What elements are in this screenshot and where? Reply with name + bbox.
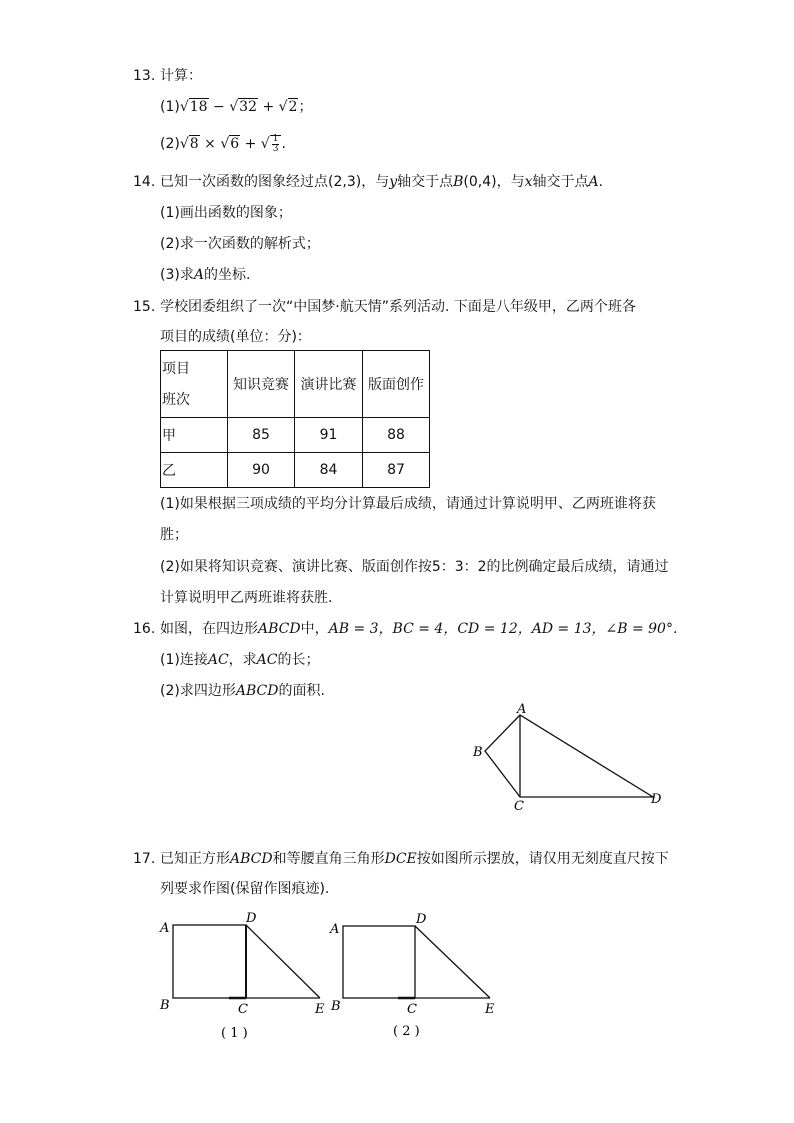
vertex-label-b: B bbox=[160, 998, 170, 1013]
score-table bbox=[160, 350, 430, 488]
vertex-label-d: D bbox=[246, 911, 257, 926]
table-row-label: 乙 bbox=[161, 453, 228, 488]
q14-sub3-part: (3)求 bbox=[160, 267, 194, 283]
q13-part2-label: (2) bbox=[160, 136, 180, 152]
table-cell: 84 bbox=[295, 453, 363, 488]
q17-stem-line2: 列要求作图(保留作图痕迹). bbox=[160, 881, 330, 897]
vertex-label-e: E bbox=[485, 1002, 495, 1017]
vertex-label-d: D bbox=[416, 912, 427, 927]
q13-stem: 计算： bbox=[160, 68, 202, 84]
q17-stem-part: 和等腰直角三角形 bbox=[272, 851, 385, 867]
q13-radicand-c: 2 bbox=[288, 99, 298, 115]
table-cell: 90 bbox=[228, 453, 295, 488]
q14-stem-part: 轴交于点 bbox=[397, 174, 454, 190]
quadrilateral-abcd bbox=[485, 715, 653, 797]
vertex-label-c: C bbox=[514, 799, 524, 814]
q15-sub2-line2: 计算说明甲乙两班谁将获胜. bbox=[160, 590, 333, 606]
vertex-label-a: A bbox=[517, 702, 527, 717]
q14-sub1: (1)画出函数的图象； bbox=[160, 205, 292, 221]
q15-sub1-line1: (1)如果根据三项成绩的平均分计算最后成绩，请通过计算说明甲、乙两班谁将获 bbox=[160, 496, 656, 512]
q14-sub3-point-a: A bbox=[193, 267, 204, 283]
table-row-label: 甲 bbox=[161, 418, 228, 453]
table-corner-bottom: 班次 bbox=[162, 392, 190, 408]
q14-stem-part: (0,4)，与 bbox=[463, 174, 525, 190]
q14-var-x: x bbox=[524, 174, 533, 190]
q13-part2-radicand-b: 6 bbox=[230, 136, 240, 152]
vertex-label-d: D bbox=[651, 792, 662, 807]
q13-part2: (2)√8 × √6 + √ $\frac{1}{3}$ . bbox=[160, 133, 286, 154]
q13-number: 13. bbox=[133, 68, 156, 84]
q14-point-a: A bbox=[588, 174, 599, 190]
triangle-hypotenuse-de bbox=[246, 925, 320, 998]
vertex-label-a: A bbox=[160, 921, 170, 936]
table-cell: 88 bbox=[363, 418, 430, 453]
q14-var-y: y bbox=[389, 174, 398, 190]
q17-figure-1 bbox=[155, 905, 335, 1045]
vertex-label-b: B bbox=[331, 999, 341, 1014]
q16-stem-part: 如图，在四边形 bbox=[160, 621, 258, 637]
q14-stem bbox=[160, 172, 603, 192]
q16-stem bbox=[160, 619, 677, 639]
vertex-label-a: A bbox=[330, 922, 340, 937]
square-abcd bbox=[173, 925, 246, 998]
table-cell: 85 bbox=[228, 418, 295, 453]
q15-stem-line1: 学校团委组织了一次“中国梦·航天情”系列活动. 下面是八年级甲，乙两个班各 bbox=[160, 299, 636, 315]
q16-sub2 bbox=[160, 681, 325, 701]
q14-stem-part: 已知一次函数的图象经过点(2,3)，与 bbox=[160, 174, 390, 190]
q17-stem-part: 按如图所示摆放，请仅用无刻度直尺按下 bbox=[416, 851, 669, 867]
q17-square-name: ABCD bbox=[230, 851, 273, 867]
table-cell: 91 bbox=[295, 418, 363, 453]
q16-quad-name: ABCD bbox=[258, 621, 301, 637]
table-corner-cell bbox=[161, 351, 228, 418]
vertex-label-b: B bbox=[473, 745, 483, 760]
q17-figure-2 bbox=[325, 905, 510, 1045]
q13-radicand-a: 18 bbox=[189, 99, 208, 115]
vertex-label-c: C bbox=[238, 1002, 248, 1017]
table-corner-top: 项目 bbox=[162, 361, 190, 377]
table-header-row bbox=[161, 351, 430, 418]
q14-sub3 bbox=[160, 265, 250, 285]
q16-stem-part: 中， bbox=[300, 621, 329, 637]
q17-stem-part: 已知正方形 bbox=[160, 851, 230, 867]
figure-caption-1: ( 1 ) bbox=[221, 1026, 248, 1041]
q13-fraction-num: 1 bbox=[272, 133, 279, 144]
q16-quad-name: ABCD bbox=[235, 683, 279, 699]
figure-caption-2: ( 2 ) bbox=[393, 1024, 420, 1039]
q17-number: 17. bbox=[133, 851, 156, 867]
q17-stem bbox=[160, 849, 669, 869]
table-row bbox=[161, 453, 430, 488]
q14-number: 14. bbox=[133, 174, 156, 190]
q14-point-b: B bbox=[453, 174, 464, 190]
triangle-hypotenuse-de bbox=[415, 926, 490, 998]
table-header-cell: 演讲比赛 bbox=[295, 351, 363, 418]
q16-sub1-part: ，求 bbox=[228, 652, 257, 668]
q16-sub2-part: 的面积. bbox=[278, 683, 325, 699]
q13-fraction-den: 3 bbox=[272, 143, 279, 154]
q16-quadrilateral-figure bbox=[465, 700, 670, 815]
vertex-label-e: E bbox=[315, 1002, 325, 1017]
q15-number: 15. bbox=[133, 299, 156, 315]
table-header-cell: 知识竞赛 bbox=[228, 351, 295, 418]
vertex-label-c: C bbox=[407, 1002, 417, 1017]
q15-sub1-line2: 胜； bbox=[160, 527, 188, 543]
table-cell: 87 bbox=[363, 453, 430, 488]
q16-sub1-part: (1)连接 bbox=[160, 652, 208, 668]
q15-stem-line2: 项目的成绩(单位：分)： bbox=[160, 329, 311, 345]
table-header-cell: 版面创作 bbox=[363, 351, 430, 418]
q14-sub3-part: 的坐标. bbox=[203, 267, 251, 283]
table-row bbox=[161, 418, 430, 453]
square-abcd bbox=[343, 926, 415, 998]
q14-stem-part: . bbox=[598, 174, 604, 190]
q17-triangle-name: DCE bbox=[384, 851, 417, 867]
q16-sub2-part: (2)求四边形 bbox=[160, 683, 236, 699]
q13-part2-end: . bbox=[281, 136, 286, 152]
q14-sub2: (2)求一次函数的解析式； bbox=[160, 236, 320, 252]
q13-fraction bbox=[272, 135, 280, 154]
q16-segment-ac: AC bbox=[256, 652, 278, 668]
q14-stem-part: 轴交于点 bbox=[532, 174, 589, 190]
q16-number: 16. bbox=[133, 621, 156, 637]
q13-radicand-b: 32 bbox=[239, 99, 257, 115]
q16-conditions: AB = 3，BC = 4，CD = 12，AD = 13，∠B = 90°. bbox=[328, 621, 678, 637]
q15-sub2-line1: (2)如果将知识竞赛、演讲比赛、版面创作按5：3：2的比例确定最后成绩，请通过 bbox=[160, 559, 669, 575]
q13-part1-end: ； bbox=[298, 99, 313, 115]
q16-segment-ac: AC bbox=[207, 652, 229, 668]
q13-part1: (1)√18 − √32 + √2； bbox=[160, 99, 313, 115]
q16-sub1-part: 的长； bbox=[277, 652, 320, 668]
q13-part1-label: (1) bbox=[160, 99, 180, 115]
q16-sub1 bbox=[160, 650, 320, 670]
q13-part2-radicand-a: 8 bbox=[189, 136, 199, 152]
